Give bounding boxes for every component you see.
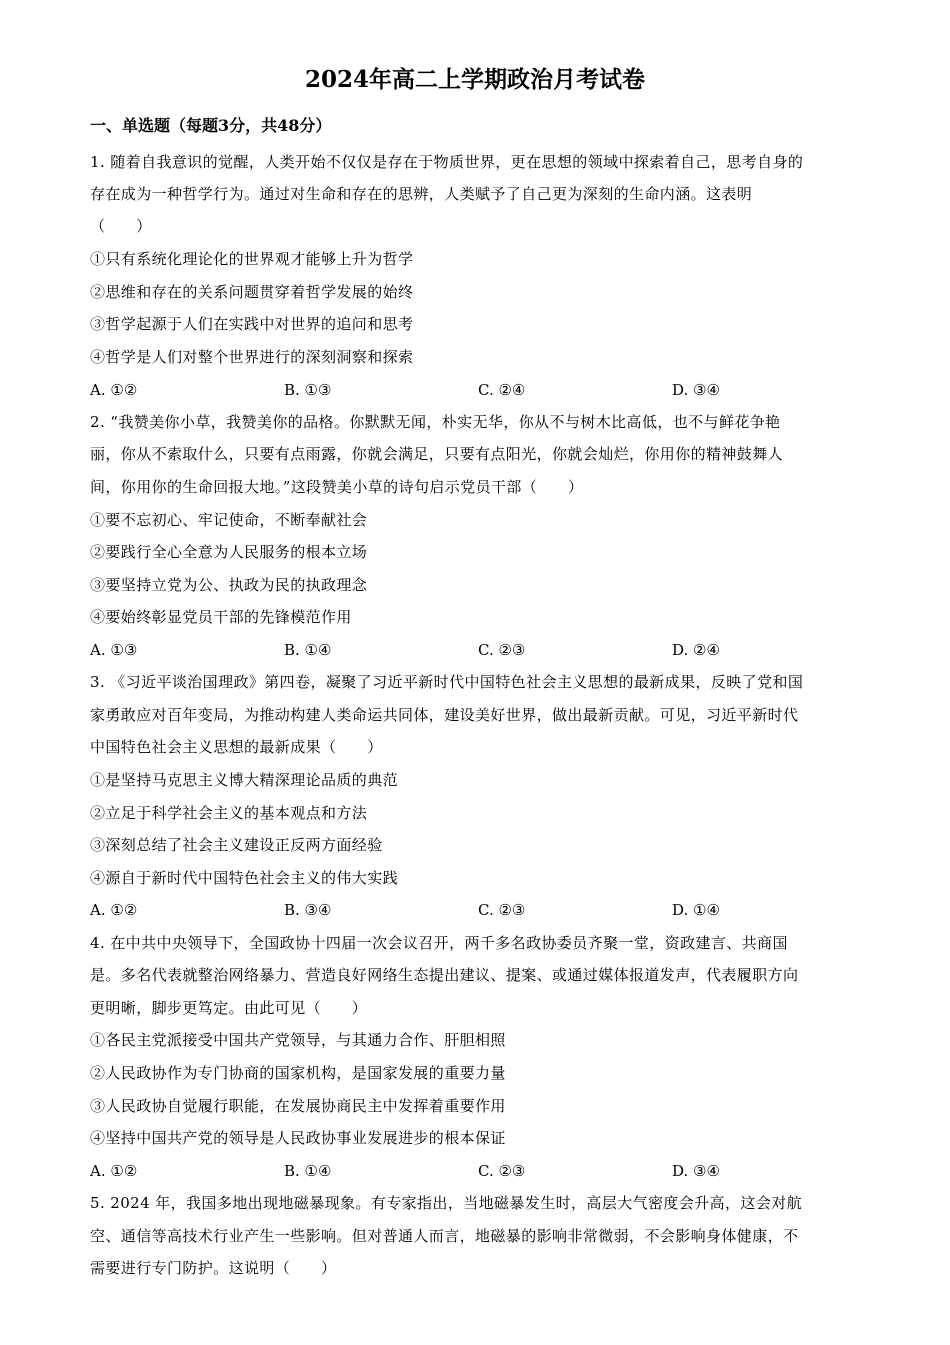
question-4-statement-4: ④坚持中国共产党的领导是人民政协事业发展进步的根本保证 [90, 1129, 506, 1147]
question-3-stem-line-3: 中国特色社会主义思想的最新成果（ ） [90, 738, 383, 756]
question-2-stem-line-1: 2. “我赞美你小草，我赞美你的品格。你默默无闻，朴实无华，你从不与树木比高低，也不与鲜花争艳 [90, 413, 781, 431]
question-5-stem-line-1: 5. 2024 年，我国多地出现地磁暴现象。有专家指出，当地磁暴发生时，高层大气密度会升高，这会对航 [90, 1194, 803, 1212]
question-5-stem-line-3: 需要进行专门防护。这说明（ ） [90, 1259, 337, 1277]
question-4-option-c: C. ②③ [478, 1162, 526, 1180]
question-1-statement-4: ④哲学是人们对整个世界进行的深刻洞察和探索 [90, 348, 414, 366]
question-2-statement-4: ④要始终彰显党员干部的先锋模范作用 [90, 608, 352, 626]
question-2-option-b: B. ①④ [284, 641, 332, 659]
question-5-stem-line-2: 空、通信等高技术行业产生一些影响。但对普通人而言，地磁暴的影响非常微弱，不会影响身体健康，不 [90, 1227, 799, 1245]
question-1-option-b: B. ①③ [284, 381, 332, 399]
question-1-statement-3: ③哲学起源于人们在实践中对世界的追问和思考 [90, 315, 414, 333]
question-2-statement-3: ③要坚持立党为公、执政为民的执政理念 [90, 576, 368, 594]
question-4-stem-line-2: 是。多名代表就整治网络暴力、营造良好网络生态提出建议、提案、或通过媒体报道发声，代表履职方向 [90, 966, 799, 984]
question-3-stem-line-1: 3. 《习近平谈治国理政》第四卷，凝聚了习近平新时代中国特色社会主义思想的最新成果，反映了党和国 [90, 673, 804, 691]
question-1-stem-line-3: （ ） [90, 217, 152, 235]
question-2-stem-line-2: 丽，你从不索取什么，只要有点雨露，你就会满足，只要有点阳光，你就会灿烂，你用你的精神鼓舞人 [90, 445, 784, 463]
question-4-stem-line-1: 4. 在中共中央领导下，全国政协十四届一次会议召开，两千多名政协委员齐聚一堂，资政建言、共商国 [90, 934, 788, 952]
question-1-option-a: A. ①② [90, 381, 138, 399]
question-2-stem-line-3: 间，你用你的生命回报大地。”这段赞美小草的诗句启示党员干部（ ） [90, 478, 584, 496]
question-2-option-d: D. ②④ [672, 641, 720, 659]
question-3-option-b: B. ③④ [284, 901, 332, 919]
question-1-statement-2: ②思维和存在的关系问题贯穿着哲学发展的始终 [90, 283, 414, 301]
question-3-statement-4: ④源自于新时代中国特色社会主义的伟大实践 [90, 869, 399, 887]
question-1-option-d: D. ③④ [672, 381, 720, 399]
exam-title: 2024年高二上学期政治月考试卷 [304, 66, 645, 93]
question-1-stem-line-1: 1. 随着自我意识的觉醒，人类开始不仅仅是存在于物质世界，更在思想的领域中探索着自己，思考自身的 [90, 153, 804, 171]
question-4-statement-2: ②人民政协作为专门协商的国家机构，是国家发展的重要力量 [90, 1064, 506, 1082]
question-3-option-d: D. ①④ [672, 901, 720, 919]
question-4-option-b: B. ①④ [284, 1162, 332, 1180]
question-3-statement-3: ③深刻总结了社会主义建设正反两方面经验 [90, 836, 383, 854]
question-4-statement-3: ③人民政协自觉履行职能，在发展协商民主中发挥着重要作用 [90, 1097, 506, 1115]
question-4-option-d: D. ③④ [672, 1162, 720, 1180]
question-2-statement-1: ①要不忘初心、牢记使命，不断奉献社会 [90, 511, 368, 529]
question-2-option-c: C. ②③ [478, 641, 526, 659]
section-heading: 一、单选题（每题3分，共48分） [90, 116, 332, 135]
question-3-statement-1: ①是坚持马克思主义博大精深理论品质的典范 [90, 771, 399, 789]
question-3-option-a: A. ①② [90, 901, 138, 919]
question-4-statement-1: ①各民主党派接受中国共产党领导，与其通力合作、肝胆相照 [90, 1031, 506, 1049]
question-3-statement-2: ②立足于科学社会主义的基本观点和方法 [90, 804, 368, 822]
question-4-stem-line-3: 更明晰，脚步更笃定。由此可见（ ） [90, 999, 368, 1017]
question-4-option-a: A. ①② [90, 1162, 138, 1180]
question-2-statement-2: ②要践行全心全意为人民服务的根本立场 [90, 543, 368, 561]
question-1-statement-1: ①只有系统化理论化的世界观才能够上升为哲学 [90, 250, 414, 268]
question-1-stem-line-2: 存在成为一种哲学行为。通过对生命和存在的思辨，人类赋予了自己更为深刻的生命内涵。这表明 [90, 185, 753, 203]
question-1-option-c: C. ②④ [478, 381, 526, 399]
question-3-stem-line-2: 家勇敢应对百年变局，为推动构建人类命运共同体，建设美好世界，做出最新贡献。可见，习近平新时代 [90, 706, 799, 724]
question-2-option-a: A. ①③ [90, 641, 138, 659]
question-3-option-c: C. ②③ [478, 901, 526, 919]
